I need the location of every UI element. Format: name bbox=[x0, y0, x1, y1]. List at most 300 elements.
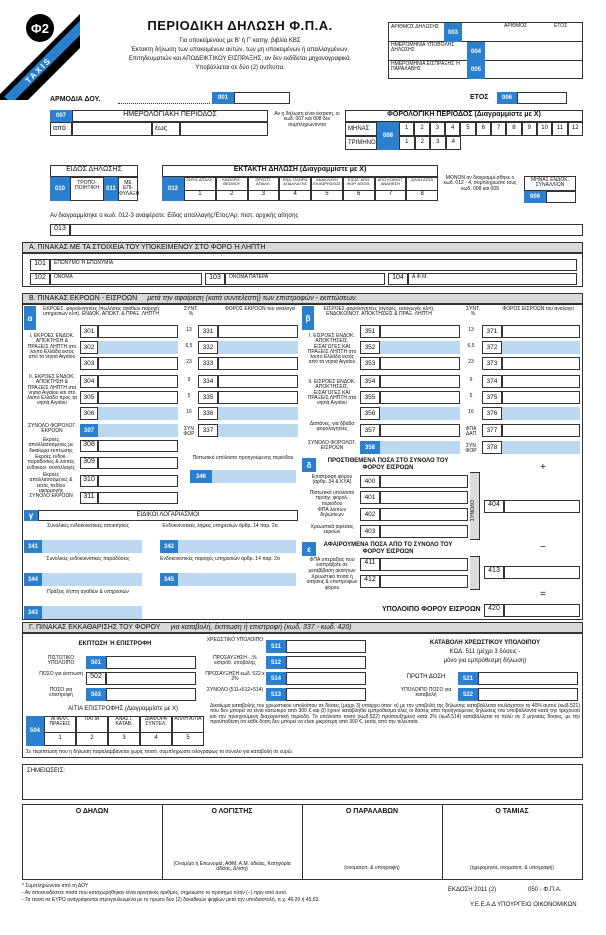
code-333: 333 bbox=[198, 357, 218, 370]
code-371: 371 bbox=[482, 325, 502, 338]
code-503: 503 bbox=[86, 688, 106, 701]
label-309: Εκροές ενδοκ. παραδόσεις & λοιπές ενδοκοιν. συναλλαγές bbox=[26, 454, 76, 471]
month-box-4[interactable]: 4 bbox=[445, 122, 460, 136]
refund-reason-5[interactable] bbox=[172, 716, 204, 746]
logo: Φ2 bbox=[26, 14, 54, 42]
outputs-group-1-label: I. ΕΚΡΟΕΣ ΕΝΔΟΚ. ΑΠΟΚΤΗΣΗ & ΠΡΑΞΕΙΣ ΛΗΠΤΗ στο λοιπό Ελλάδα εκτός από τα νησιά Αιγαίου bbox=[27, 333, 77, 360]
field-373[interactable] bbox=[502, 357, 580, 370]
code-101: 101 bbox=[30, 259, 50, 271]
code-009-field[interactable] bbox=[546, 191, 576, 203]
code-003: 003 bbox=[444, 23, 462, 42]
field-375[interactable] bbox=[502, 391, 580, 404]
code-335: 335 bbox=[198, 391, 218, 404]
label-344: Συνολικές ενδοκοινοτικές παραδόσεις bbox=[46, 556, 130, 562]
equals-sign: = bbox=[540, 589, 546, 600]
extra-decl-title: ΕΚΤΑΚΤΗ ΔΗΛΩΣΗ (Διαγραμμίστε με Χ) bbox=[162, 165, 438, 177]
label-514: ΠΡΟΣΑΥΞΗΣΗ κωδ. 522 x 2% bbox=[205, 671, 265, 683]
field-310[interactable] bbox=[98, 475, 178, 487]
brand-text: TAXIS bbox=[23, 55, 54, 86]
afm-field[interactable]: Α.Φ.Μ. bbox=[408, 273, 577, 285]
field-413[interactable] bbox=[504, 566, 580, 579]
extra-reason-num: 7 bbox=[388, 191, 393, 197]
extra-reason-label: ΚΑΘΟΡΙΣ. ΘΕΣΜΟΥ bbox=[217, 178, 247, 191]
code-337: 337 bbox=[198, 424, 218, 437]
code-513: 513 bbox=[266, 688, 286, 701]
month-checkboxes bbox=[399, 122, 583, 136]
field-344[interactable] bbox=[42, 573, 142, 586]
extra-reason-5[interactable] bbox=[311, 177, 343, 201]
label-311: ΣΥΝΟΛΟ ΕΚΡΟΩΝ bbox=[29, 493, 73, 499]
month-label: ΜΗΝΑΣ bbox=[345, 122, 377, 136]
field-302[interactable] bbox=[98, 341, 178, 354]
footnote-3: - Τα ποσά σε ΕΥΡΩ αναγράφονται στρογγυλευμένα με το πρώτο δύο (2) δεκαδικών ψηφίων μετά την υποδιαστολή, π.χ. 46,20 ή 45,63. bbox=[22, 897, 320, 903]
section-g-heading: Γ. ΠΙΝΑΚΑΣ ΕΚΚΑΘΑΡΙΣΗΣ ΤΟΥ ΦΟΡΟΥ bbox=[29, 624, 161, 631]
extra-reason-4[interactable] bbox=[279, 177, 311, 201]
field-503[interactable] bbox=[106, 688, 196, 701]
period-to-label: έως bbox=[152, 122, 180, 136]
receiver-note: (ονοματεπ. & υπογραφή) bbox=[344, 865, 400, 871]
payment-header-3: μόνο για εμπρόθεσμη δήλωση) bbox=[443, 658, 527, 664]
quarter-box-4[interactable]: 4 bbox=[446, 136, 462, 150]
rate-352: 6,5 bbox=[467, 343, 475, 349]
payment-header-1: ΚΑΤΑΒΟΛΗ ΧΡΕΩΣΤΙΚΟΥ ΥΠΟΛΟΙΠΟΥ bbox=[429, 640, 541, 646]
footnote-2: - Αν αποσυνδέσετε ποσά που καταχωρήθηκαν είναι αρνητικός αριθμός, σημειώστε το πρόσημο πλην (−) πριν από αυτό. bbox=[22, 890, 288, 896]
label-345: Ενδοκοινοτικές παροχές υπηρεσιών άρθρ. 14 παρ. 2α bbox=[160, 556, 280, 562]
field-521[interactable] bbox=[478, 672, 578, 685]
field-336[interactable] bbox=[218, 407, 298, 420]
label-310: Εκροές απαλλασσόμενες & εκτός πεδίου εφαρμογής bbox=[29, 472, 73, 494]
note-013: Αν διαγραμμίσηκε ο κωδ. 012-3 αναφέρατε: Είδος απαλλαγής/Έτος/Αρ. πιστ. αρχικής αίτησης bbox=[50, 213, 299, 219]
label-341: Συνολικές ενδοκοινοτικές αποκτήσεις bbox=[47, 523, 129, 529]
code-377: 377 bbox=[482, 424, 502, 437]
code-378: 378 bbox=[482, 441, 502, 454]
decl-type-title: ΕΙΔΟΣ ΔΗΛΩΣΗΣ bbox=[50, 165, 138, 177]
rate-header-right: ΣΥΝΤ. % bbox=[466, 306, 480, 318]
remarks-box[interactable] bbox=[22, 764, 583, 800]
sum-bracket-2 bbox=[470, 556, 480, 590]
code-502: 502 bbox=[86, 672, 106, 685]
receipt-date-field[interactable] bbox=[485, 61, 582, 79]
doy-label: ΑΡΜΟΔΙΑ ΔΟΥ. bbox=[50, 96, 101, 103]
tax-period-title: ΦΟΡΟΛΟΓΙΚΗ ΠΕΡΙΟΔΟΣ (Διαγραμμίστε με Χ) bbox=[345, 110, 583, 122]
refund-reason-3[interactable] bbox=[108, 716, 140, 746]
field-402[interactable] bbox=[380, 508, 468, 521]
field-374[interactable] bbox=[502, 375, 580, 388]
refund-reason-label: ΔΙΑΦΟΡΑ ΣΥΝΤΕΛ. bbox=[141, 717, 171, 733]
refund-reason-4[interactable] bbox=[140, 716, 172, 746]
extra-reason-2[interactable] bbox=[216, 177, 248, 201]
section-b-subtitle: μετά την αφαίρεση (κατά συντελεστή) των επιστροφών - εκπτώσεων. bbox=[147, 295, 358, 302]
period-from-field[interactable] bbox=[72, 122, 152, 136]
code-501: 501 bbox=[86, 656, 106, 669]
inputs-group-2-label: II. ΕΙΣΡΟΕΣ ΕΝΔΟΚ. ΑΠΟΚΤΗΣΕΙΣ, ΕΙΣΑΓΩΓΕΣ ΚΑΙ ΠΡΑΞΕΙΣ ΛΗΠΤΗ στα νησιά Αιγαίου bbox=[307, 379, 357, 406]
section-g-title bbox=[22, 622, 583, 633]
subtitle-2: Έκτακτη δήλωση των υποκειμένων αυτών, των μη υποκειμένων ή απαλλαγμένων. bbox=[131, 47, 349, 53]
extra-reason-8[interactable] bbox=[406, 177, 438, 201]
field-377[interactable] bbox=[502, 424, 580, 437]
code-332: 332 bbox=[198, 341, 218, 354]
year-label: ΕΤΟΣ bbox=[470, 94, 489, 101]
refund-reason-2[interactable] bbox=[76, 716, 108, 746]
code-010: 010 bbox=[50, 177, 70, 201]
month-box-9[interactable]: 9 bbox=[522, 122, 537, 136]
code-336: 336 bbox=[198, 407, 218, 420]
code-007: 007 bbox=[50, 110, 72, 122]
field-356[interactable] bbox=[380, 407, 460, 420]
field-501[interactable] bbox=[106, 656, 196, 669]
month-box-2[interactable]: 2 bbox=[414, 122, 429, 136]
father-name-field[interactable]: ΟΝΟΜΑ ΠΑΤΕΡΑ bbox=[225, 273, 385, 285]
field-371[interactable] bbox=[502, 325, 580, 338]
extra-reason-num: 4 bbox=[293, 191, 297, 197]
extra-reason-6[interactable] bbox=[343, 177, 375, 201]
code-331: 331 bbox=[198, 325, 218, 338]
added-amounts-title: ΠΡΟΣΤΙΘΕΜΕΝΑ ΠΟΣΑ ΣΤΟ ΣΥΝΟΛΟ ΤΟΥ ΦΟΡΟΥ ΕΙΣΡΟΩΝ bbox=[327, 458, 449, 471]
field-376[interactable] bbox=[502, 407, 580, 420]
field-412[interactable] bbox=[380, 575, 468, 588]
code-373: 373 bbox=[482, 357, 502, 370]
field-306[interactable] bbox=[98, 407, 178, 420]
month-box-3[interactable]: 3 bbox=[430, 122, 445, 136]
code-374: 374 bbox=[482, 375, 502, 388]
code-302: 302 bbox=[80, 341, 98, 354]
code-375: 375 bbox=[482, 391, 502, 404]
field-514[interactable] bbox=[286, 672, 366, 685]
declaration-number-label: ΑΡΙΘΜΟΣ ΔΗΛΩΣΗΣ bbox=[389, 23, 444, 42]
code-521: 521 bbox=[458, 672, 478, 685]
extra-reason-label: ΕΝΔ. ΠΛΗΡΩ ΑΠΑΛΛΑΓΗΣ bbox=[280, 178, 310, 191]
refund-header: ΕΚΠΤΩΣΗ Ή ΕΠΙΣΤΡΟΦΗ bbox=[78, 641, 152, 647]
gamma-badge: γ bbox=[24, 510, 38, 521]
epsilon-badge: ε bbox=[302, 542, 316, 556]
month-box-8[interactable]: 8 bbox=[506, 122, 521, 136]
minus-sign: − bbox=[540, 542, 546, 553]
code-355: 355 bbox=[360, 391, 380, 404]
code-303: 303 bbox=[80, 357, 98, 370]
footnote-1: * Συμπληρώνεται από τη ΔΟΥ bbox=[22, 883, 89, 889]
field-333[interactable] bbox=[218, 357, 298, 370]
field-420[interactable] bbox=[504, 604, 580, 617]
extra-reason-7[interactable] bbox=[375, 177, 407, 201]
cashier-label: Ο ΤΑΜΙΑΣ bbox=[495, 808, 529, 815]
quarter-box-2[interactable]: 2 bbox=[415, 136, 431, 150]
field-309[interactable] bbox=[98, 457, 178, 469]
output-tax-header: ΦΟΡΟΣ ΕΚΡΟΩΝ του αναλογεί bbox=[224, 306, 296, 312]
field-332[interactable] bbox=[218, 341, 298, 354]
subtracted-amounts-title: ΑΦΑΙΡΟΥΜΕΝΑ ΠΟΣΑ ΑΠΟ ΤΟ ΣΥΝΟΛΟ ΤΟΥ ΦΟΡΟΥ ΕΙΣΡΟΩΝ bbox=[323, 542, 453, 555]
extra-reason-label: ΑΠΟ ΚΟΙΝΟΤ. ΑΝΑΘΕΣΗ bbox=[376, 178, 406, 191]
office-use-box bbox=[388, 22, 583, 79]
field-513[interactable] bbox=[286, 688, 366, 701]
field-512[interactable] bbox=[286, 656, 366, 669]
label-521: ΠΡΩΤΗ ΔΟΣΗ bbox=[406, 674, 446, 680]
inputs-expense-label: Δαπάνες, για δβάδα φορολογητέες bbox=[309, 421, 355, 433]
field-341[interactable] bbox=[42, 540, 142, 553]
code-401: 401 bbox=[360, 491, 380, 504]
code-400: 400 bbox=[360, 475, 380, 488]
label-403: Χρεωστικά αιρέσεις εκροών bbox=[310, 524, 354, 536]
section-g-subtitle: για καταβολή, έκπτωση ή επιστροφή (κωδ. 337 - κωδ. 420) bbox=[170, 624, 352, 631]
month-box-5[interactable]: 5 bbox=[460, 122, 475, 136]
field-400[interactable] bbox=[380, 475, 468, 488]
month-box-10[interactable]: 10 bbox=[537, 122, 552, 136]
code-005: 005 bbox=[467, 61, 485, 79]
field-334[interactable] bbox=[218, 375, 298, 388]
code-372: 372 bbox=[482, 341, 502, 354]
outputs-group-2-label: II. ΕΚΡΟΕΣ ΕΝΔΟΚ. ΑΠΟΚΤΗΣΗ & ΠΡΑΞΕΙΣ ΛΗΠΤΗ στα νησιά Αιγαίου και στο λοιπό Ελλάδα προς τα νησιά Αιγαίου bbox=[27, 374, 77, 407]
month-box-7[interactable]: 7 bbox=[491, 122, 506, 136]
code-013-field[interactable] bbox=[70, 224, 583, 236]
year-field[interactable] bbox=[517, 92, 567, 104]
code-420: 420 bbox=[484, 604, 504, 617]
field-401[interactable] bbox=[380, 491, 468, 504]
cashier-note: (ημερομηνία, ονοματεπ. & υπογραφή) bbox=[470, 865, 554, 871]
rate-353: 23 bbox=[468, 359, 474, 365]
field-355[interactable] bbox=[380, 391, 460, 404]
code-514: 514 bbox=[266, 672, 286, 685]
field-502[interactable] bbox=[106, 672, 196, 685]
field-335[interactable] bbox=[218, 391, 298, 404]
code-304: 304 bbox=[80, 375, 98, 388]
code-013: 013 bbox=[50, 224, 70, 236]
field-352[interactable] bbox=[380, 341, 460, 354]
remarks-label: ΣΗΜΕΙΩΣΕΙΣ: bbox=[27, 768, 65, 774]
rate-306: 16 bbox=[186, 409, 192, 415]
rate-354: 9 bbox=[469, 377, 473, 383]
label-412: Χρεωστικά ποσά ή αιτήσεις & επιστροφών φόρου bbox=[306, 574, 358, 591]
receiver-label: Ο ΠΑΡΑΛΑΒΩΝ bbox=[345, 808, 399, 815]
extra-reason-3[interactable] bbox=[248, 177, 280, 201]
field-311[interactable] bbox=[98, 492, 178, 504]
first-name-field[interactable]: ΟΝΟΜΑ bbox=[50, 273, 202, 285]
rate-304: 9 bbox=[187, 377, 191, 383]
doy-field[interactable] bbox=[118, 103, 210, 104]
code-354: 354 bbox=[360, 375, 380, 388]
refund-reason-num: 2 bbox=[90, 735, 94, 741]
code-402: 402 bbox=[360, 508, 380, 521]
extra-reason-label: ΠΡΟΣΤΙ. ΑΠΑΛΛ. bbox=[249, 178, 279, 191]
code-309: 309 bbox=[80, 457, 98, 469]
code-308: 308 bbox=[80, 440, 98, 452]
field-342[interactable] bbox=[178, 540, 296, 553]
field-357[interactable] bbox=[380, 424, 460, 437]
extra-reason-num: 1 bbox=[198, 191, 202, 197]
rate-356: 16 bbox=[468, 409, 474, 415]
code-412: 412 bbox=[360, 575, 380, 588]
field-404[interactable] bbox=[504, 500, 580, 513]
label-342: Ενδοκοινοτικές λήψεις υπηρεσιών άρθρ. 14 παρ. 2α bbox=[162, 523, 278, 529]
code-522: 522 bbox=[458, 688, 478, 701]
refund-reason-num: 1 bbox=[58, 735, 62, 741]
submission-date-field[interactable] bbox=[485, 42, 582, 61]
page-title: ΠΕΡΙΟΔΙΚΗ ΔΗΛΩΣΗ Φ.Π.Α. bbox=[147, 18, 333, 33]
field-346[interactable] bbox=[212, 470, 296, 483]
label-346: Πιστωτικό υπόλοιπο προηγούμενης περιόδου bbox=[192, 455, 294, 461]
field-403[interactable] bbox=[380, 525, 468, 538]
doy-code-field[interactable] bbox=[234, 92, 290, 104]
inputs-group-1-label: I. ΕΙΣΡΟΕΣ ΕΝΔΟΚ. ΑΠΟΚΤΗΣΕΙΣ, ΕΙΣΑΓΩΓΕΣ ΚΑΙ ΠΡΑΞΕΙΣ ΛΗΠΤΗ στο λοιπό Ελλάδα εκτός από τα νησιά Αιγαίου bbox=[307, 333, 357, 366]
edition-label: ΕΚΔΟΣΗ 2011 (2) bbox=[448, 887, 497, 893]
code-334: 334 bbox=[198, 375, 218, 388]
plus-sign: + bbox=[540, 462, 546, 473]
accountant-note: (Ονομ/μο ή Επωνυμία, ΑΦΜ, Α.Μ. αδείας, Κατηγορία αδείας, Δ/νση) bbox=[173, 861, 291, 873]
field-307[interactable] bbox=[98, 424, 178, 437]
rate-358: ΣΥΝ ΦΟΡ bbox=[465, 443, 477, 455]
label-512: ΠΡΟΣΑΥΞΗΣΗ ...% εκπρόθ. υποβολής bbox=[213, 655, 257, 667]
field-351[interactable] bbox=[380, 325, 460, 338]
period-to-field[interactable] bbox=[180, 122, 268, 136]
submission-date-label: ΗΜΕΡΟΜΗΝΙΑ ΥΠΟΒΟΛΗΣ ΔΗΛΩΣΗΣ bbox=[389, 42, 467, 61]
field-378[interactable] bbox=[502, 441, 580, 454]
calendar-period-title: ΗΜΕΡΟΛΟΓΙΑΚΗ ΠΕΡΙΟΔΟΣ bbox=[72, 110, 268, 122]
code-306: 306 bbox=[80, 407, 98, 420]
refund-reason-num: 5 bbox=[186, 735, 190, 741]
code-305: 305 bbox=[80, 391, 98, 404]
month-box-12[interactable]: 12 bbox=[568, 122, 583, 136]
inputs-total-label: ΣΥΝΟΛΟ ΦΟΡΟΛΟΓ. ΕΙΣΡΟΩΝ bbox=[307, 440, 357, 452]
code-344: 344 bbox=[24, 573, 42, 586]
subtitle-3: Επιτηδευματιών και ΑΠΟΔΕΙΚΤΙΚΟΥ ΕΙΣΠΡΑΞΗΣ, αν δεν εκδίδεται μηχανογραφικά. bbox=[128, 56, 352, 62]
label-420: ΥΠΟΛΟΙΠΟ ΦΟΡΟΥ ΕΙΣΡΟΩΝ bbox=[382, 606, 481, 613]
code-356: 356 bbox=[360, 407, 380, 420]
code-001: 001 bbox=[212, 92, 234, 104]
input-tax-header: ΦΟΡΟΣ ΕΙΣΡΟΩΝ του αναλογεί bbox=[502, 306, 574, 312]
refund-reason-num: 3 bbox=[122, 735, 126, 741]
label-402: ΦΠΑ λοιπών δηλώσεων bbox=[317, 507, 347, 519]
code-353: 353 bbox=[360, 357, 380, 370]
only-if-note: ΜΟΝΟΝ αν διαγραμμί-σθηκε ο κωδ. 012 - 4, συμπληρώστε τους κωδ. 008 και 009 bbox=[443, 175, 517, 192]
refund-reason-label: ΑΠΑΛΛ. ΠΡΑΞΕΙΣ bbox=[45, 717, 75, 733]
code-103: 103 bbox=[205, 273, 225, 285]
name-field[interactable]: ΕΠΩΝΥΜΟ Ή ΕΠΩΝΥΜΙΑ bbox=[50, 259, 577, 271]
extra-reason-num: 8 bbox=[420, 191, 424, 197]
amending-option[interactable]: ΤΡΟΠΟ-ΠΟΙΗΤΙΚΗ bbox=[70, 177, 104, 201]
field-358[interactable] bbox=[380, 441, 460, 454]
receipt-date-label: ΗΜΕΡΟΜΗΝΙΑ ΕΙΣΠΡΑΞΗΣ Ή ΠΑΡΑΛΑΒΗΣ bbox=[391, 61, 460, 73]
month-box-11[interactable]: 11 bbox=[552, 122, 567, 136]
code-357: 357 bbox=[360, 424, 380, 437]
code-004: 004 bbox=[467, 42, 485, 61]
field-304[interactable] bbox=[98, 375, 178, 388]
quarter-label: ΤΡΙΜΗΝΟ bbox=[345, 136, 377, 150]
code-403: 403 bbox=[360, 525, 380, 538]
subtitle-1: Για υποκείμενους με Β' ή Γ' κατηγ. βιβλία ΚΒΣ bbox=[179, 38, 301, 44]
rate-305: 5 bbox=[187, 393, 191, 399]
ministry-label: Υ.Ε.Ε.Α.Δ ΥΠΟΥΡΓΕΙΟ ΟΙΚΟΝΟΜΙΚΩΝ bbox=[470, 902, 577, 908]
extra-reason-label: ΑΝΑΚΛΗΣΗ ΕΚΧΩΡΗΣΕΩΣ bbox=[312, 178, 342, 191]
section-a-title: Α. ΠΙΝΑΚΑΣ ΜΕ ΤΑ ΣΤΟΙΧΕΙΑ ΤΟΥ ΥΠΟΚΕΙΜΕΝΟΥ ΣΤΟ ΦΟΡΟ Ή ΛΗΠΤΗ bbox=[22, 242, 583, 253]
extra-reason-1[interactable] bbox=[184, 177, 216, 201]
refund-reason-1[interactable] bbox=[44, 716, 76, 746]
extra-reasons bbox=[184, 177, 438, 201]
alpha-badge: α bbox=[24, 306, 36, 330]
subtitle-4: Υποβάλλεται σε δύο (2) αντίτυπα. bbox=[195, 65, 285, 71]
extra-reason-num: 6 bbox=[356, 191, 361, 197]
delta-badge: δ bbox=[302, 458, 316, 472]
code-413: 413 bbox=[484, 566, 504, 579]
outputs-total-label: ΣΥΝΟΛΟ ΦΟΡΟΛΟΓ. ΕΚΡΟΩΝ bbox=[27, 423, 77, 435]
refund-reason-label: ΑΛΛΗ ΑΙΤΙΑ bbox=[173, 717, 203, 733]
label-513: ΣΥΝΟΛΟ (511+512+514) bbox=[206, 687, 264, 693]
field-305[interactable] bbox=[98, 391, 178, 404]
field-301[interactable] bbox=[98, 325, 178, 338]
declarant-label: Ο ΔΗΛΩΝ bbox=[75, 808, 109, 815]
installments-info: Δικαίωμα καταβολής του χρεωστικού υπολοίπου σε δόσεις (μέχρι 3) υπάρχει όταν: α) με την υποβολή της δήλωσης καταβάλλεται τουλάχιστον το 40% αυτού (κωδ.521) που δεν μπορεί να είναι κατώτερο από 300 € και β) έχουν καταβληθεί εμπρόθεσμα όλες οι δόσεις από προηγούμενες δηλώσεις του υποβάλλοντα κατά την τρέχουσα και την προηγούμενη διαχειριστική περίοδο. Το υπόλοιπο ποσό (κωδ.522) προσαυξημένο κατά 2% (κωδ.514) καταβάλλεται το πολύ σε 2 μηνιαίες δόσεις, με την προϋπόθεση ότι κάθε δόση δεν μπορεί να είναι μικρότερη από 300 €, εκτός από την τελευταία. bbox=[210, 703, 580, 725]
field-522[interactable] bbox=[478, 688, 578, 701]
field-353[interactable] bbox=[380, 357, 460, 370]
code-307: 307 bbox=[80, 424, 98, 437]
field-343[interactable] bbox=[42, 606, 142, 619]
section-b-heading: Β. ΠΙΝΑΚΑΣ ΕΚΡΟΩΝ - ΕΙΣΡΟΩΝ bbox=[29, 295, 138, 302]
field-308[interactable] bbox=[98, 440, 178, 452]
quarter-box-1[interactable]: 1 bbox=[399, 136, 415, 150]
quarter-checkboxes bbox=[399, 136, 461, 150]
accountant-label: Ο ΛΟΓΙΣΤΗΣ bbox=[211, 808, 253, 815]
outputs-header: ΕΚΡΟΕΣ, φορολογητέες (πωλήσεις αγαθών,παροχή υπηρεσιών κλπ), ΕΝΔΟΚ. ΑΠΟΚΤ. & ΠΡΑΞ. ΛΗΠΤΗ bbox=[43, 306, 159, 318]
field-345[interactable] bbox=[178, 573, 296, 586]
code-104: 104 bbox=[388, 273, 408, 285]
rate-357: ΦΠΑ ΔΑΠ bbox=[465, 426, 477, 438]
refund-reason-title: ΑΙΤΙΑ ΕΠΙΣΤΡΟΦΗΣ (Διαγραμμίστε με Χ) bbox=[67, 706, 179, 712]
label-343: Πράξεις λήπτη αγαθών & υπηρεσιών bbox=[47, 589, 129, 595]
field-337[interactable] bbox=[218, 424, 298, 437]
refund-reason-num: 4 bbox=[154, 735, 158, 741]
label-502: ΠΟΣΟ για έκπτωση bbox=[39, 671, 83, 677]
code-343: 343 bbox=[24, 606, 42, 619]
beta-badge: β bbox=[302, 306, 314, 330]
field-303[interactable] bbox=[98, 357, 178, 370]
code-342: 342 bbox=[160, 540, 178, 553]
rate-301: 13 bbox=[186, 327, 192, 333]
code-011: 011 bbox=[104, 177, 118, 201]
rate-307: ΣΥΝ ΦΟΡ bbox=[183, 426, 195, 438]
code-008: 008 bbox=[377, 122, 399, 150]
reservation-option[interactable]: ΜΕ ΕΠΙ-ΦΥΛΑΞΗ bbox=[118, 177, 138, 201]
refund-reason-label: ΠΑΓΙΑ bbox=[77, 717, 107, 733]
field-372[interactable] bbox=[502, 341, 580, 354]
form-number: 050 - Φ.Π.Α. bbox=[528, 887, 562, 893]
label-401: Πιστωτικό υπόλοιπο προηγ. φορολ. περιόδου bbox=[309, 490, 355, 507]
intra-month-label: ΜΗΝΑΣ ΕΝΔΟΚ. ΣΥΝΑΛΛ/ΩΝ bbox=[524, 176, 576, 191]
month-box-6[interactable]: 6 bbox=[476, 122, 491, 136]
code-351: 351 bbox=[360, 325, 380, 338]
quarter-box-3[interactable]: 3 bbox=[430, 136, 446, 150]
number-header: ΑΡΙΘΜΟΣ bbox=[504, 23, 528, 29]
code-341: 341 bbox=[24, 540, 42, 553]
code-310: 310 bbox=[80, 475, 98, 487]
field-511[interactable] bbox=[286, 640, 366, 653]
code-404: 404 bbox=[484, 500, 504, 513]
code-009: 009 bbox=[524, 191, 546, 203]
rate-355: 5 bbox=[469, 393, 473, 399]
label-411: ΦΠΑ υπεραξίας που εισπράξατε σε μεταβίβαση ακινήτων bbox=[308, 557, 356, 574]
code-352: 352 bbox=[360, 341, 380, 354]
rate-351: 13 bbox=[468, 327, 474, 333]
field-354[interactable] bbox=[380, 375, 460, 388]
code-512: 512 bbox=[266, 656, 286, 669]
label-522: ΥΠΟΛΟΙΠΟ ΠΟΣΟ για καταβολή bbox=[400, 687, 452, 699]
field-331[interactable] bbox=[218, 325, 298, 338]
period-note: Αν η δήλωση είναι έκτακτη, οι κωδ. 007 και 008 δεν συμπληρώνονται bbox=[274, 111, 340, 128]
code-311: 311 bbox=[80, 492, 98, 504]
field-411[interactable] bbox=[380, 558, 468, 571]
rate-header-left: ΣΥΝΤ. % bbox=[184, 306, 198, 318]
inputs-header: ΕΙΣΡΟΕΣ φορολογητέες (αγορές, εισαγωγές κλπ), ΕΝΔΟΚΟΙΝΟΤ. ΑΠΟΚΤΗΣΕΙΣ & ΠΡΑΞ. ΛΗΠΤΗ bbox=[323, 306, 435, 318]
month-box-1[interactable]: 1 bbox=[399, 122, 414, 136]
period-from-label: από bbox=[50, 122, 72, 136]
extra-reason-num: 2 bbox=[229, 191, 234, 197]
extra-reason-label: ΕΙΣΑΓ. ΑΠΟ ΦΟΡ. ΑΠΟΘ. bbox=[344, 178, 374, 191]
